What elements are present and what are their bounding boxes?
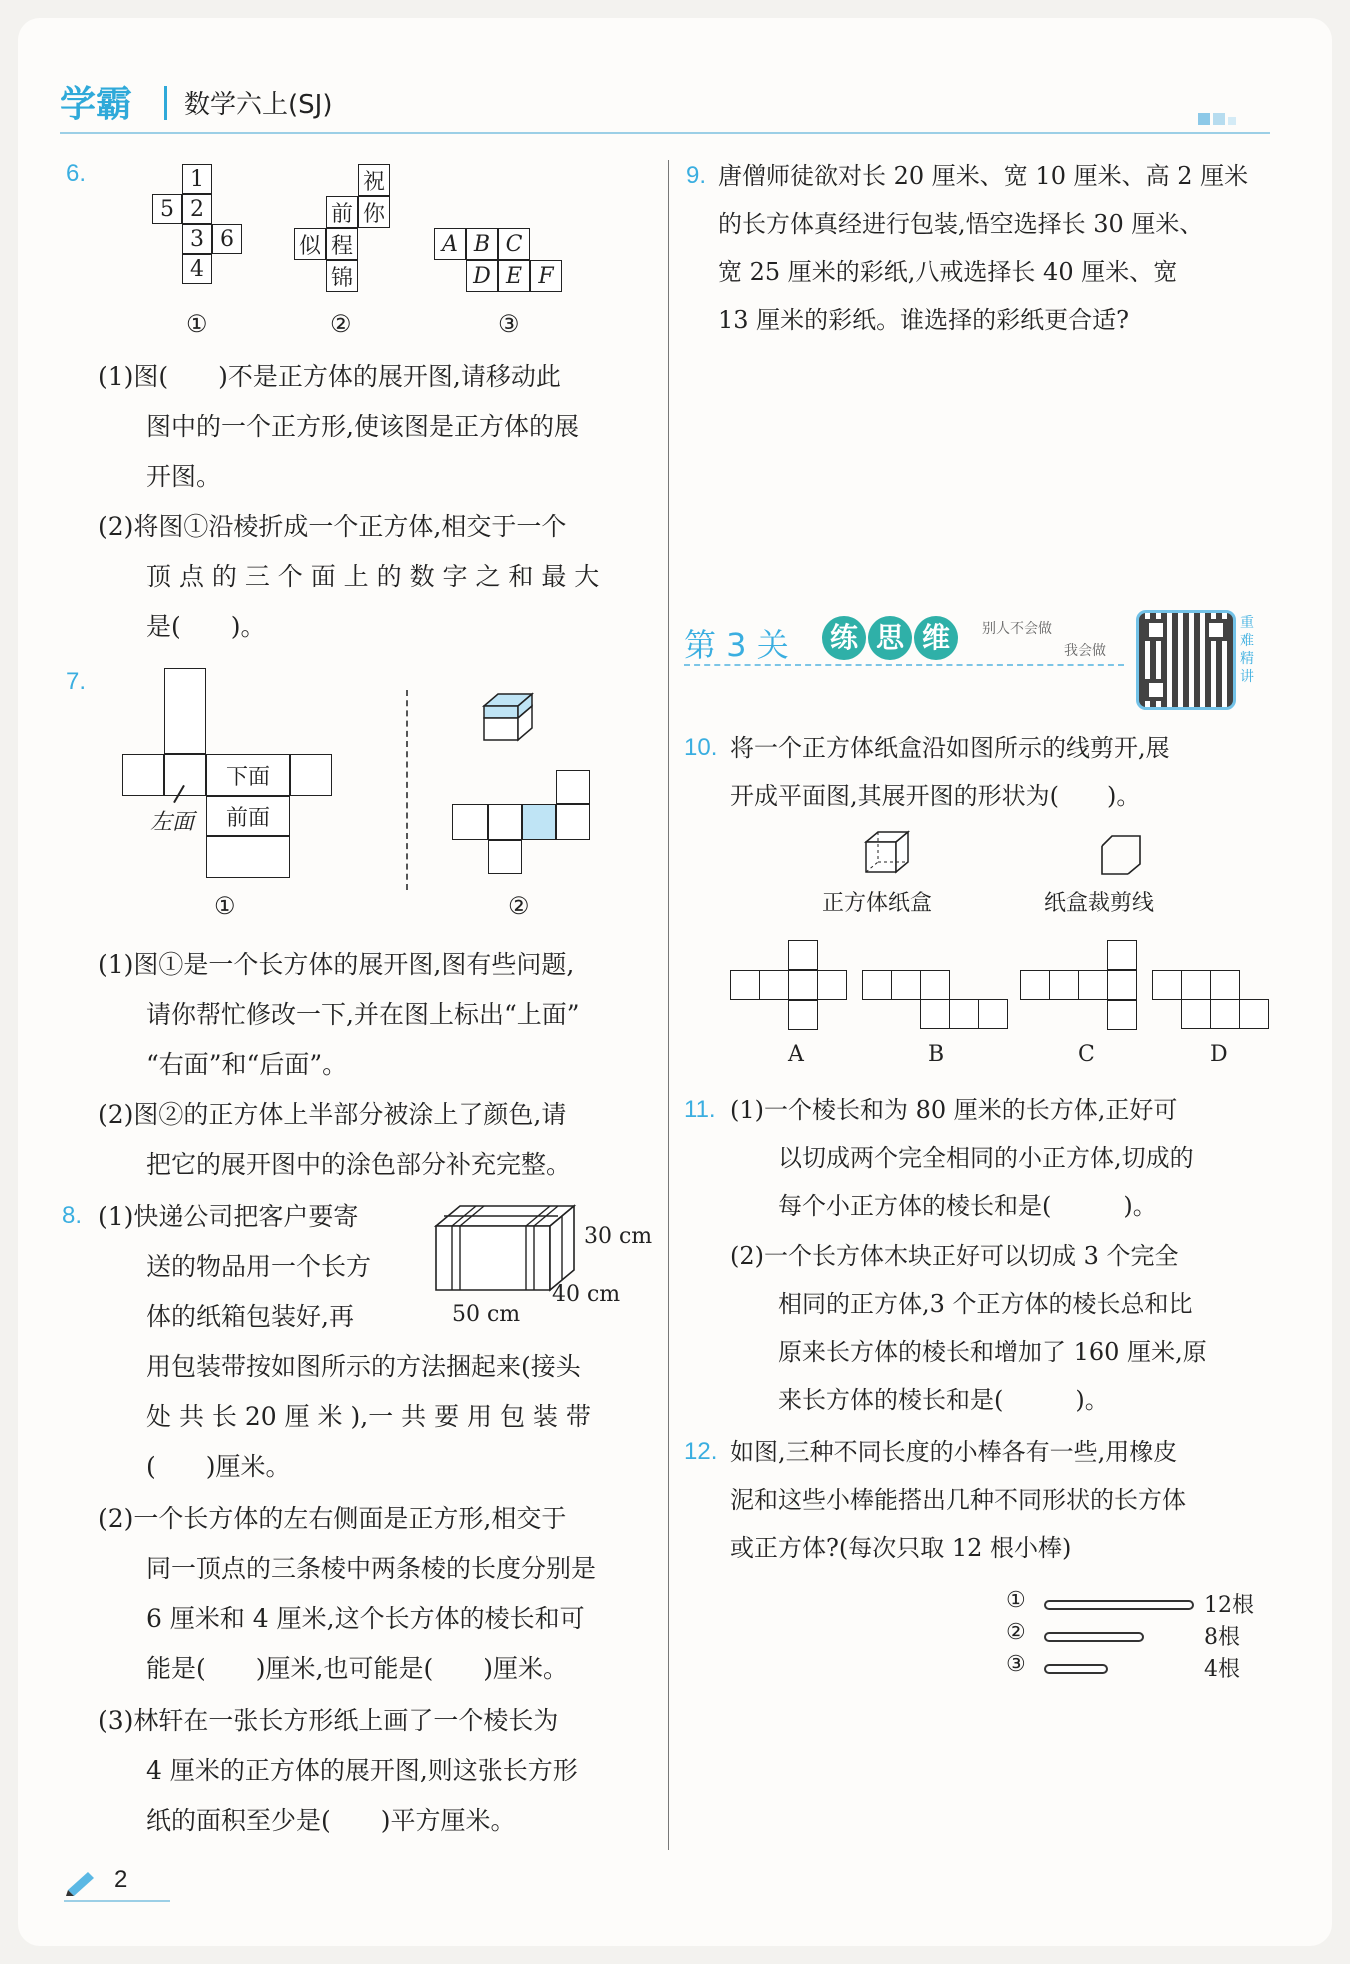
stick-count: 12根	[1204, 1593, 1254, 1618]
q12-line2: 泥和这些小棒能搭出几种不同形状的长方体	[730, 1486, 1186, 1514]
net-cell: B	[466, 228, 498, 260]
q7-part2-line1: (2)图②的正方体上半部分被涂上了颜色,请	[98, 1100, 567, 1129]
option-label-a: A	[788, 1042, 804, 1067]
q8-dim-height: 30 cm	[584, 1224, 653, 1249]
option-net-a[interactable]	[730, 940, 850, 1030]
q7-part1-line1: (1)图①是一个长方体的展开图,图有些问题,	[98, 950, 575, 979]
cube-box-icon	[862, 830, 912, 880]
q6-part2-line3: 是( )。	[146, 612, 266, 641]
net-cell	[206, 836, 290, 878]
q9-line2: 的长方体真经进行包装,悟空选择长 30 厘米、	[718, 210, 1204, 238]
net-cell	[759, 970, 789, 1000]
q7-part1-line2: 请你帮忙修改一下,并在图上标出“上面”	[146, 1000, 580, 1029]
q11-number: 11.	[684, 1096, 716, 1123]
q8-part3-line1: (3)林轩在一张长方形纸上画了一个棱长为	[98, 1706, 559, 1735]
badge-char: 思	[868, 616, 912, 660]
net-cell	[488, 804, 522, 840]
net-cell	[1078, 970, 1108, 1000]
net-cell	[1152, 970, 1182, 1000]
q7-number: 7.	[66, 668, 87, 695]
stick-label: ①	[1006, 1588, 1026, 1613]
logo: 学霸	[60, 84, 133, 125]
net-cell: F	[530, 260, 562, 292]
stick-row-2	[1006, 1620, 1266, 1650]
stick-medium	[1044, 1632, 1144, 1642]
q8-part3-line2: 4 厘米的正方体的展开图,则这张长方形	[146, 1756, 578, 1785]
net-cell: C	[498, 228, 530, 260]
q7-separator	[406, 690, 408, 890]
section-slogan-2: 我会做	[1064, 643, 1106, 659]
face-front: 前面	[206, 796, 290, 836]
option-net-c[interactable]	[1020, 940, 1140, 1030]
stick-count: 4根	[1204, 1657, 1240, 1682]
net-cell	[788, 940, 818, 970]
net-cell	[862, 970, 892, 1000]
q8-part2-line3: 6 厘米和 4 厘米,这个长方体的棱长和可	[146, 1604, 585, 1633]
stick-label: ②	[1006, 1620, 1026, 1645]
q10-line1: 将一个正方体纸盒沿如图所示的线剪开,展	[730, 734, 1170, 762]
net-cell	[788, 970, 818, 1000]
net-cell	[1107, 970, 1137, 1000]
net-cell	[556, 770, 590, 804]
q9-number: 9.	[686, 162, 707, 189]
net-cell	[1107, 940, 1137, 970]
net-cell	[290, 754, 332, 796]
q11-part2-line1: (2)一个长方体木块正好可以切成 3 个完全	[730, 1242, 1179, 1270]
q6-part2-line2: 顶 点 的 三 个 面 上 的 数 字 之 和 最 大	[146, 562, 600, 591]
qr-code[interactable]	[1136, 610, 1236, 710]
net-cell	[122, 754, 164, 796]
net-cell	[1210, 999, 1240, 1029]
cut-line-icon	[1096, 834, 1146, 882]
net-cell	[1107, 1000, 1137, 1030]
logo-divider	[164, 86, 167, 120]
q8-part1-line1: (1)快递公司把客户要寄	[98, 1202, 359, 1231]
net-cell	[488, 840, 522, 874]
net-cell: 4	[182, 254, 212, 284]
q6-label-3: ③	[498, 310, 520, 338]
q7-figure-2	[452, 770, 602, 880]
net-cell: 你	[358, 196, 390, 228]
q6-part1-line1: (1)图( )不是正方体的展开图,请移动此	[98, 362, 561, 391]
badge-char: 练	[822, 616, 866, 660]
net-cell: 6	[212, 224, 242, 254]
stick-short	[1044, 1664, 1108, 1674]
q12-line3: 或正方体?(每次只取 12 根小棒)	[730, 1534, 1072, 1562]
q10-number: 10.	[684, 734, 718, 761]
net-cell	[788, 1000, 818, 1030]
stick-count: 8根	[1204, 1625, 1240, 1650]
q10-line2: 开成平面图,其展开图的形状为( )。	[730, 782, 1141, 810]
net-cell	[1020, 970, 1050, 1000]
caption-cut-line: 纸盒裁剪线	[1044, 891, 1155, 916]
net-cell	[949, 999, 979, 1029]
net-cell: E	[498, 260, 530, 292]
q7-figure-1	[122, 668, 342, 888]
header-rule	[60, 132, 1270, 134]
q7-part2-line2: 把它的展开图中的涂色部分补充完整。	[146, 1150, 572, 1179]
q11-part1-line1: (1)一个棱长和为 80 厘米的长方体,正好可	[730, 1096, 1178, 1124]
q11-part1-line3: 每个小正方体的棱长和是( )。	[778, 1192, 1157, 1220]
section-banner	[684, 610, 1272, 710]
q6-part1-line2: 图中的一个正方形,使该图是正方体的展	[146, 412, 579, 441]
q8-dim-width: 40 cm	[552, 1282, 621, 1307]
q7-label-1: ①	[214, 892, 236, 920]
net-cell: A	[434, 228, 466, 260]
q9-line3: 宽 25 厘米的彩纸,八戒选择长 40 厘米、宽	[718, 258, 1178, 286]
q6-label-2: ②	[330, 310, 352, 338]
header	[60, 70, 1270, 136]
net-cell	[817, 970, 847, 1000]
q6-number: 6.	[66, 160, 87, 187]
book-title: 数学六上(SJ)	[184, 90, 333, 120]
q8-part1-line5: 处 共 长 20 厘 米 ),一 共 要 用 包 装 带	[146, 1402, 591, 1431]
q8-part1-line4: 用包装带按如图所示的方法捆起来(接头	[146, 1352, 581, 1381]
face-bottom: 下面	[206, 754, 290, 796]
section-title: 第 3 关	[684, 626, 789, 664]
q11-part2-line3: 原来长方体的棱长和增加了 160 厘米,原	[778, 1338, 1207, 1366]
net-cell	[1239, 999, 1269, 1029]
option-net-b[interactable]	[862, 970, 1012, 1030]
q11-part2-line2: 相同的正方体,3 个正方体的棱长总和比	[778, 1290, 1193, 1318]
section-underline	[684, 664, 1124, 666]
q8-dim-length: 50 cm	[452, 1302, 521, 1327]
section-slogan-1: 别人不会做	[982, 621, 1052, 637]
footer-rule	[64, 1900, 170, 1902]
stick-label: ③	[1006, 1652, 1026, 1677]
qr-side-label: 重 难 精 讲	[1240, 615, 1254, 685]
q6-part2-line1: (2)将图①沿棱折成一个正方体,相交于一个	[98, 512, 567, 541]
net-cell	[452, 804, 488, 840]
q8-part2-line4: 能是( )厘米,也可能是( )厘米。	[146, 1654, 568, 1683]
header-dots	[1198, 110, 1236, 129]
net-cell: 前	[326, 196, 358, 228]
q6-figure-3	[434, 228, 574, 298]
net-cell	[1181, 970, 1211, 1000]
net-cell	[164, 668, 206, 754]
stick-row-3	[1006, 1652, 1266, 1682]
q12-line1: 如图,三种不同长度的小棒各有一些,用橡皮	[730, 1438, 1178, 1466]
net-cell	[891, 970, 921, 1000]
q8-part3-line3: 纸的面积至少是( )平方厘米。	[146, 1806, 516, 1835]
net-cell	[730, 970, 760, 1000]
badge-char: 维	[914, 616, 958, 660]
net-cell	[1181, 999, 1211, 1029]
option-net-d[interactable]	[1152, 970, 1272, 1030]
q8-part1-line6: ( )厘米。	[146, 1452, 291, 1481]
q8-part1-line3: 体的纸箱包装好,再	[146, 1302, 354, 1331]
net-cell	[920, 999, 950, 1029]
q7-label-2: ②	[508, 892, 530, 920]
section-badge	[822, 616, 958, 660]
page-number: 2	[114, 1866, 128, 1893]
q6-figure-2	[292, 164, 402, 299]
net-cell	[978, 999, 1008, 1029]
q8-number: 8.	[62, 1202, 83, 1229]
q6-part1-line3: 开图。	[146, 462, 222, 491]
net-cell	[920, 970, 950, 1000]
option-label-c: C	[1078, 1042, 1095, 1067]
net-cell: D	[466, 260, 498, 292]
caption-cube-box: 正方体纸盒	[822, 891, 933, 916]
net-cell: 1	[182, 164, 212, 194]
option-label-b: B	[928, 1042, 945, 1067]
q6-label-1: ①	[186, 310, 208, 338]
net-cell: 祝	[358, 164, 390, 196]
q8-part1-line2: 送的物品用一个长方	[146, 1252, 372, 1281]
net-cell	[164, 754, 206, 796]
column-divider	[668, 160, 669, 1850]
net-cell	[1049, 970, 1079, 1000]
q8-part2-line2: 同一顶点的三条棱中两条棱的长度分别是	[146, 1554, 597, 1583]
net-cell	[556, 804, 590, 840]
q7-cube-icon	[480, 692, 536, 748]
q9-line1: 唐僧师徒欲对长 20 厘米、宽 10 厘米、高 2 厘米	[718, 162, 1249, 190]
q6-figure-1	[148, 164, 258, 294]
net-cell: 似	[294, 228, 326, 260]
q8-part2-line1: (2)一个长方体的左右侧面是正方形,相交于	[98, 1504, 567, 1533]
divider	[122, 796, 206, 798]
net-cell: 程	[326, 228, 358, 260]
net-cell: 2	[182, 194, 212, 224]
stick-row-1	[1006, 1588, 1266, 1618]
q12-number: 12.	[684, 1438, 718, 1465]
stick-long	[1044, 1600, 1194, 1610]
q9-line4: 13 厘米的彩纸。谁选择的彩纸更合适?	[718, 306, 1130, 334]
net-cell: 3	[182, 224, 212, 254]
q11-part1-line2: 以切成两个完全相同的小正方体,切成的	[778, 1144, 1194, 1172]
net-cell: 5	[152, 194, 182, 224]
option-label-d: D	[1210, 1042, 1228, 1067]
net-cell-shaded	[522, 804, 556, 840]
net-cell: 锦	[326, 260, 358, 292]
q7-part1-line3: “右面”和“后面”。	[146, 1050, 348, 1079]
pencil-icon	[64, 1870, 98, 1900]
net-cell	[1210, 970, 1240, 1000]
face-left: 左面	[150, 810, 195, 835]
q11-part2-line4: 来长方体的棱长和是( )。	[778, 1386, 1109, 1414]
